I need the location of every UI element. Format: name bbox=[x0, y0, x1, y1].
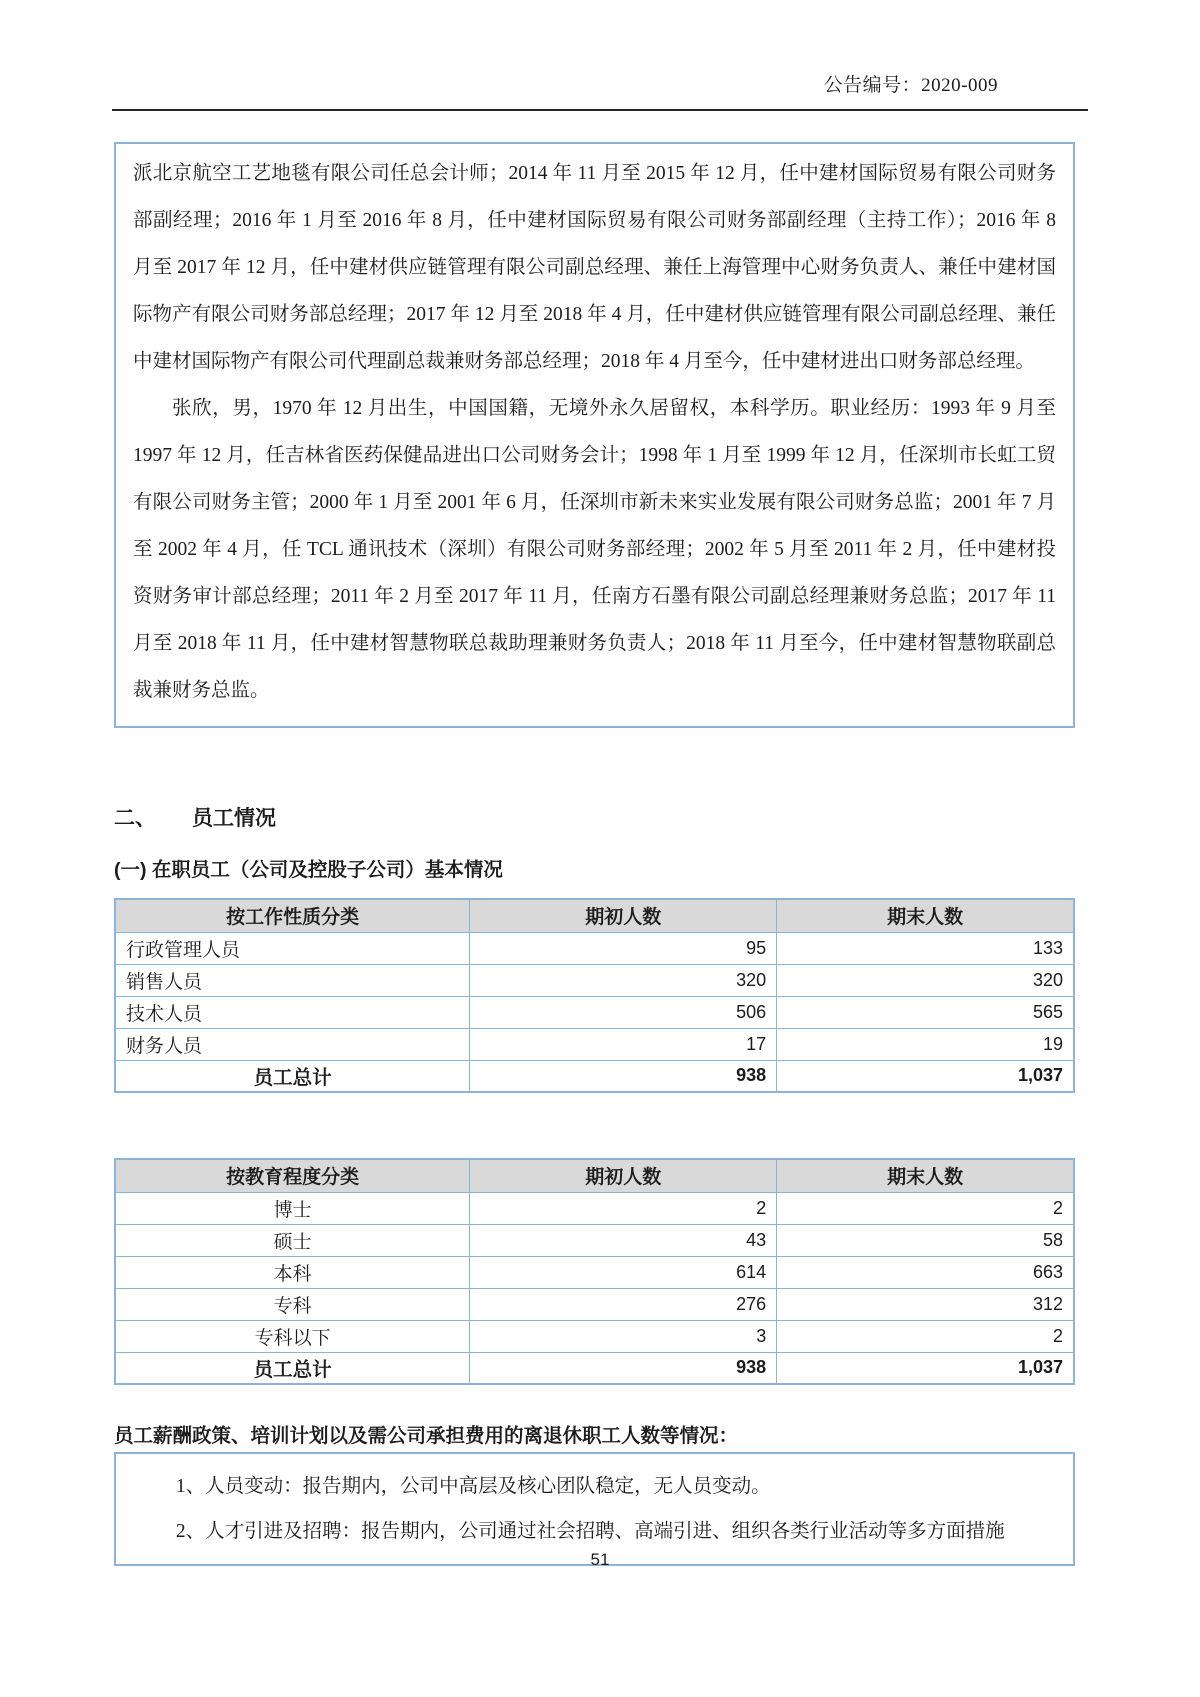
table-row bbox=[115, 1028, 1074, 1060]
table-row bbox=[115, 1288, 1074, 1320]
row-label: 本科 bbox=[115, 1256, 470, 1288]
employees-by-job-type-table bbox=[114, 898, 1075, 1093]
page-number: 51 bbox=[590, 1550, 610, 1569]
table-row bbox=[115, 932, 1074, 964]
table-row bbox=[115, 1192, 1074, 1224]
row-value: 58 bbox=[777, 1224, 1074, 1256]
row-value: 320 bbox=[470, 964, 777, 996]
biography-text-box bbox=[114, 142, 1075, 728]
row-value: 43 bbox=[470, 1224, 777, 1256]
row-value: 506 bbox=[470, 996, 777, 1028]
row-label: 专科 bbox=[115, 1288, 470, 1320]
total-value: 938 bbox=[470, 1060, 777, 1092]
row-value: 133 bbox=[777, 932, 1074, 964]
salary-policy-heading: 员工薪酬政策、培训计划以及需公司承担费用的离退休职工人数等情况： bbox=[114, 1425, 739, 1447]
page-header bbox=[112, 70, 1088, 111]
column-header: 期末人数 bbox=[777, 899, 1074, 932]
row-value: 2 bbox=[777, 1320, 1074, 1352]
row-value: 19 bbox=[777, 1028, 1074, 1060]
section-number: 二、 bbox=[114, 807, 156, 830]
subsection-heading: (一) 在职员工（公司及控股子公司）基本情况 bbox=[114, 859, 503, 881]
row-value: 614 bbox=[470, 1256, 777, 1288]
row-value: 663 bbox=[777, 1256, 1074, 1288]
row-label: 博士 bbox=[115, 1192, 470, 1224]
policy-text-box bbox=[114, 1452, 1075, 1566]
announcement-number: 公告编号：2020-009 bbox=[823, 75, 998, 96]
row-value: 276 bbox=[470, 1288, 777, 1320]
row-value: 17 bbox=[470, 1028, 777, 1060]
section-heading bbox=[114, 802, 276, 832]
table-row bbox=[115, 1224, 1074, 1256]
column-header: 期末人数 bbox=[777, 1159, 1074, 1192]
column-header: 按教育程度分类 bbox=[115, 1159, 470, 1192]
table-header-row bbox=[115, 1159, 1074, 1192]
bio-paragraph-continued: 派北京航空工艺地毯有限公司任总会计师；2014 年 11 月至 2015 年 12 月，任中建材国际贸易有限公司财务部副经理；2016 年 1 月至 2016 年 8 月，任中建材国际贸易有限公司财务部副经理（主持工作）；2016 年 8 月至 2017 年 12 月，任中建材供应链管理有限公司副总经理、兼任上海管理中心财务负责人、兼任中建材国际物产有限公司财务部总经理；2017 年 12 月至 2018 年 4 月，任中建材供应链管理有限公司副总经理、兼任中建材国际物产有限公司代理副总裁兼财务部总经理；2018 年 4 月至今，任中建材进出口财务部总经理。 bbox=[133, 163, 1056, 372]
table-row bbox=[115, 964, 1074, 996]
row-value: 565 bbox=[777, 996, 1074, 1028]
row-value: 95 bbox=[470, 932, 777, 964]
total-label: 员工总计 bbox=[115, 1060, 470, 1092]
row-label: 技术人员 bbox=[115, 996, 470, 1028]
table-header-row bbox=[115, 899, 1074, 932]
total-value: 1,037 bbox=[777, 1352, 1074, 1384]
table-row bbox=[115, 1256, 1074, 1288]
row-label: 专科以下 bbox=[115, 1320, 470, 1352]
column-header: 期初人数 bbox=[470, 899, 777, 932]
table-row bbox=[115, 1320, 1074, 1352]
column-header: 期初人数 bbox=[470, 1159, 777, 1192]
row-value: 2 bbox=[470, 1192, 777, 1224]
policy-item-1: 1、人员变动：报告期内，公司中高层及核心团队稳定，无人员变动。 bbox=[175, 1476, 771, 1497]
row-label: 销售人员 bbox=[115, 964, 470, 996]
row-value: 320 bbox=[777, 964, 1074, 996]
bio-paragraph-zhangxin: 张欣，男，1970 年 12 月出生，中国国籍，无境外永久居留权，本科学历。职业经历：1993 年 9 月至 1997 年 12 月，任吉林省医药保健品进出口公司财务会计；1998 年 1 月至 1999 年 12 月，任深圳市长虹工贸有限公司财务主管；2000 年 1 月至 2001 年 6 月，任深圳市新未来实业发展有限公司财务总监；2001 年 7 月至 2002 年 4 月，任 TCL 通讯技术（深圳）有限公司财务部经理；2002 年 5 月至 2011 年 2 月，任中建材投资财务审计部总经理；2011 年 2 月至 2017 年 11 月，任南方石墨有限公司副总经理兼财务总监；2017 年 11 月至 2018 年 11 月，任中建材智慧物联总裁助理兼财务负责人；2018 年 11 月至今，任中建材智慧物联副总裁兼财务总监。 bbox=[133, 398, 1056, 701]
total-row bbox=[115, 1352, 1074, 1384]
row-label: 财务人员 bbox=[115, 1028, 470, 1060]
total-row bbox=[115, 1060, 1074, 1092]
column-header: 按工作性质分类 bbox=[115, 899, 470, 932]
policy-item-2: 2、人才引进及招聘：报告期内，公司通过社会招聘、高端引进、组织各类行业活动等多方面措施 bbox=[175, 1521, 1005, 1542]
total-value: 938 bbox=[470, 1352, 777, 1384]
row-value: 3 bbox=[470, 1320, 777, 1352]
total-value: 1,037 bbox=[777, 1060, 1074, 1092]
row-value: 2 bbox=[777, 1192, 1074, 1224]
row-label: 行政管理人员 bbox=[115, 932, 470, 964]
row-value: 312 bbox=[777, 1288, 1074, 1320]
section-title: 员工情况 bbox=[192, 807, 276, 830]
row-label: 硕士 bbox=[115, 1224, 470, 1256]
total-label: 员工总计 bbox=[115, 1352, 470, 1384]
employees-by-education-table bbox=[114, 1158, 1075, 1385]
table-row bbox=[115, 996, 1074, 1028]
